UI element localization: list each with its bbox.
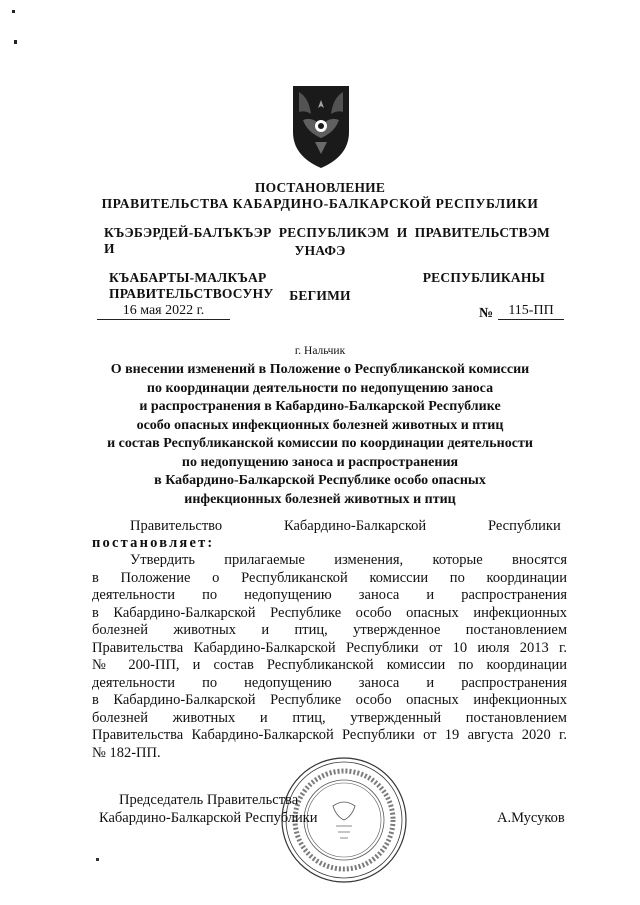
coat-of-arms-emblem xyxy=(289,80,353,170)
title-line: и распространения в Кабардино-Балкарской Республике xyxy=(139,399,501,414)
kabardian-heading-line2: УНАФЭ xyxy=(294,243,346,258)
body-line: в Кабардино-Балкарской Республике особо опасных инфекционных xyxy=(92,605,567,621)
body-line: Правительства Кабардино-Балкарской Республики от 19 августа 2020 г. xyxy=(92,727,567,743)
scan-mark xyxy=(96,858,99,861)
title-line: в Кабардино-Балкарской Республике особо опасных xyxy=(154,473,486,488)
coat-of-arms-icon xyxy=(289,80,353,170)
document-number: 115-ПП xyxy=(498,303,564,320)
title-line: особо опасных инфекционных болезней животных и птиц xyxy=(136,418,504,433)
body-line: болезней животных и птиц, утвержденное постановлением xyxy=(92,622,567,638)
intro-word: Правительство xyxy=(130,518,223,534)
number-label: № xyxy=(479,306,494,321)
signatory-position-line1: Председатель Правительства xyxy=(119,792,299,808)
body-line: деятельности по недопущению заноса и распространения xyxy=(92,675,567,691)
title-line: О внесении изменений в Положение о Республиканской комиссии xyxy=(110,362,530,377)
body-line: № 200-ПП, и состав Республиканской комиссии по координации xyxy=(92,657,567,673)
body-line: Правительства Кабардино-Балкарской Республики от 10 июля 2013 г. xyxy=(92,640,567,656)
intro-word: Кабардино-Балкарской xyxy=(284,518,427,534)
body-line: Утвердить прилагаемые изменения, которые вносятся xyxy=(130,552,567,568)
document-date: 16 мая 2022 г. xyxy=(97,303,230,320)
body-line: № 182-ПП. xyxy=(92,745,161,761)
balkar-heading-line2: БЕГИМИ xyxy=(289,288,351,303)
title-line: и состав Республиканской комиссии по координации деятельности xyxy=(107,436,533,451)
body-line: в Положение о Республиканской комиссии по координации xyxy=(92,570,567,586)
balkar-heading-line1: КЪАБАРТЫ-МАЛКЪАР РЕСПУБЛИКАНЫ ПРАВИТЕЛЬСТВОСУНУ xyxy=(109,270,545,301)
title-line: инфекционных болезней животных и птиц xyxy=(184,492,456,507)
scan-mark xyxy=(14,40,17,44)
body-line: болезней животных и птиц, утвержденный постановлением xyxy=(92,710,567,726)
title-line: по недопущению заноса и распространения xyxy=(181,455,459,470)
resolves-word: постановляет: xyxy=(92,535,215,551)
kabardian-heading-line1: КЪЭБЭРДЕЙ-БАЛЪКЪЭР РЕСПУБЛИКЭМ И ПРАВИТЕЛЬСТВЭМ И xyxy=(104,225,550,256)
scan-mark xyxy=(12,10,15,13)
intro-word: Республики xyxy=(488,518,561,534)
signatory-position-line2: Кабардино-Балкарской Республики xyxy=(99,810,318,826)
doc-type-heading: ПОСТАНОВЛЕНИЕ xyxy=(254,180,386,195)
issuer-heading: ПРАВИТЕЛЬСТВА КАБАРДИНО-БАЛКАРСКОЙ РЕСПУБЛИКИ xyxy=(101,196,539,211)
title-line: по координации деятельности по недопущению заноса xyxy=(146,381,494,396)
signatory-name: А.Мусуков xyxy=(497,810,565,826)
city: г. Нальчик xyxy=(294,345,346,357)
body-line: деятельности по недопущению заноса и распространения xyxy=(92,587,567,603)
body-line: в Кабардино-Балкарской Республике особо опасных инфекционных xyxy=(92,692,567,708)
